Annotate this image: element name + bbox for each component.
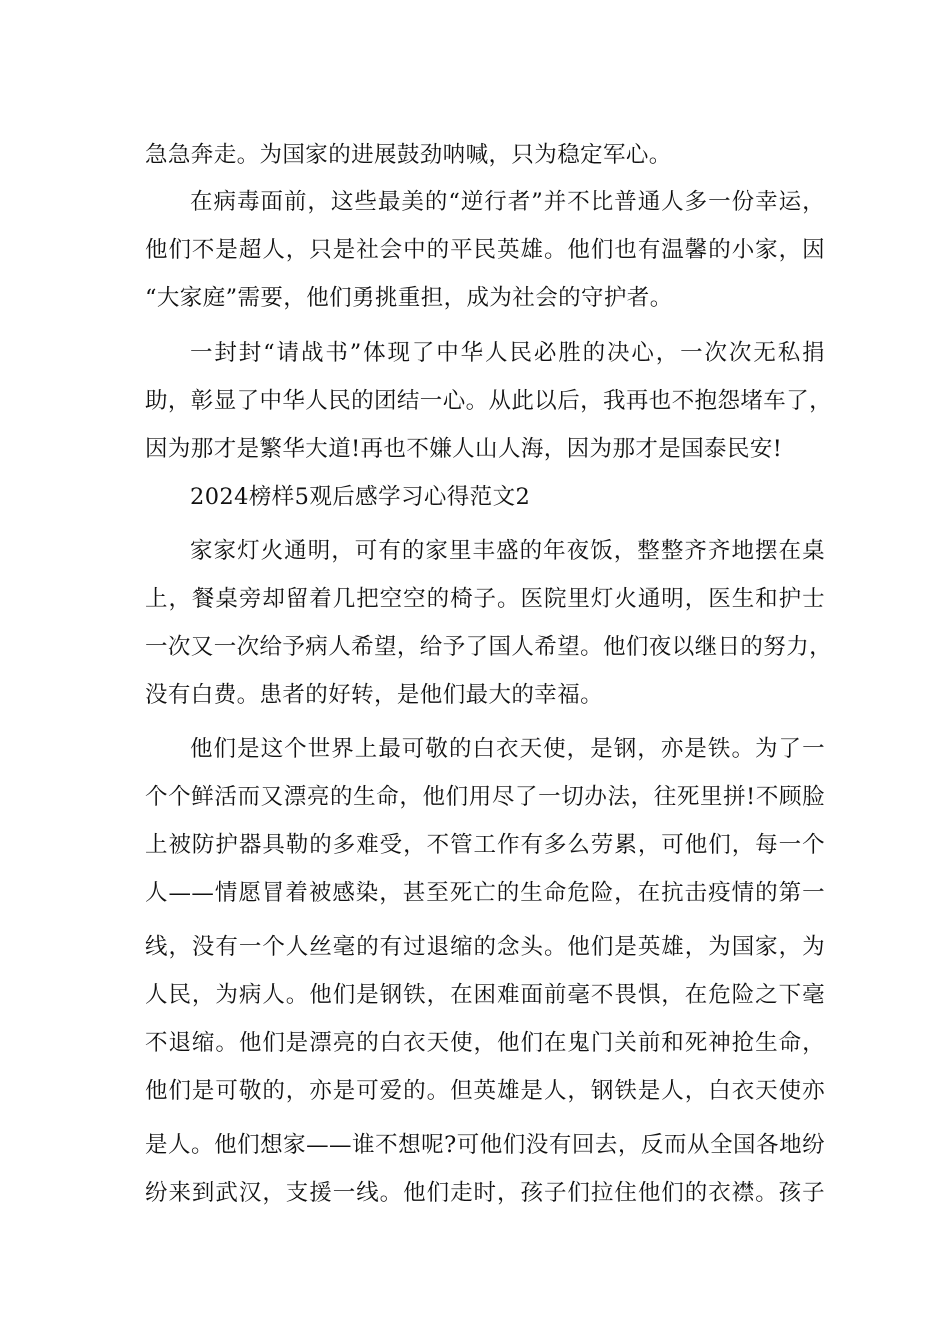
text-line: 没有白费。患者的好转，是他们最大的幸福。 [145,682,604,708]
text-line: 上被防护器具勒的多难受，不管工作有多么劳累，可他们，每一个 [145,832,825,858]
text-line: 他们是这个世界上最可敬的白衣天使，是钢，亦是铁。为了一 [190,736,825,762]
text-line: 人民，为病人。他们是钢铁，在困难面前毫不畏惧，在危险之下毫 [145,982,825,1008]
text-line: 线，没有一个人丝毫的有过退缩的念头。他们是英雄，为国家，为 [145,934,825,960]
text-line: 一次又一次给予病人希望，给予了国人希望。他们夜以继日的努力， [145,634,833,660]
text-line: “大家庭”需要，他们勇挑重担，成为社会的守护者。 [145,285,673,311]
text-line: 他们是可敬的，亦是可爱的。但英雄是人，钢铁是人，白衣天使亦 [145,1078,825,1104]
text-line: 因为那才是繁华大道!再也不嫌人山人海，因为那才是国泰民安! [145,436,783,462]
text-line: 不退缩。他们是漂亮的白衣天使，他们在鬼门关前和死神抢生命， [145,1030,825,1056]
text-line: 个个鲜活而又漂亮的生命，他们用尽了一切办法，往死里拼!不顾脸 [145,784,825,810]
text-line: 在病毒面前，这些最美的“逆行者”并不比普通人多一份幸运， [190,189,825,215]
text-line: 他们不是超人，只是社会中的平民英雄。他们也有温馨的小家，因 [145,237,825,263]
text-line: 上，餐桌旁却留着几把空空的椅子。医院里灯火通明，医生和护士 [145,586,825,612]
text-line: 是人。他们想家——谁不想呢?可他们没有回去，反而从全国各地纷 [145,1132,825,1158]
text-line: 一封封“请战书”体现了中华人民必胜的决心，一次次无私捐 [190,340,825,366]
section-heading: 2024榜样5观后感学习心得范文2 [190,484,531,510]
text-line: 家家灯火通明，可有的家里丰盛的年夜饭，整整齐齐地摆在桌 [190,538,825,564]
text-line: 急急奔走。为国家的进展鼓劲呐喊，只为稳定军心。 [145,142,672,168]
text-line: 助，彰显了中华人民的团结一心。从此以后，我再也不抱怨堵车了， [145,388,833,414]
text-line: 人——情愿冒着被感染，甚至死亡的生命危险，在抗击疫情的第一 [145,880,825,906]
text-line: 纷来到武汉，支援一线。他们走时，孩子们拉住他们的衣襟。孩子 [145,1180,825,1206]
